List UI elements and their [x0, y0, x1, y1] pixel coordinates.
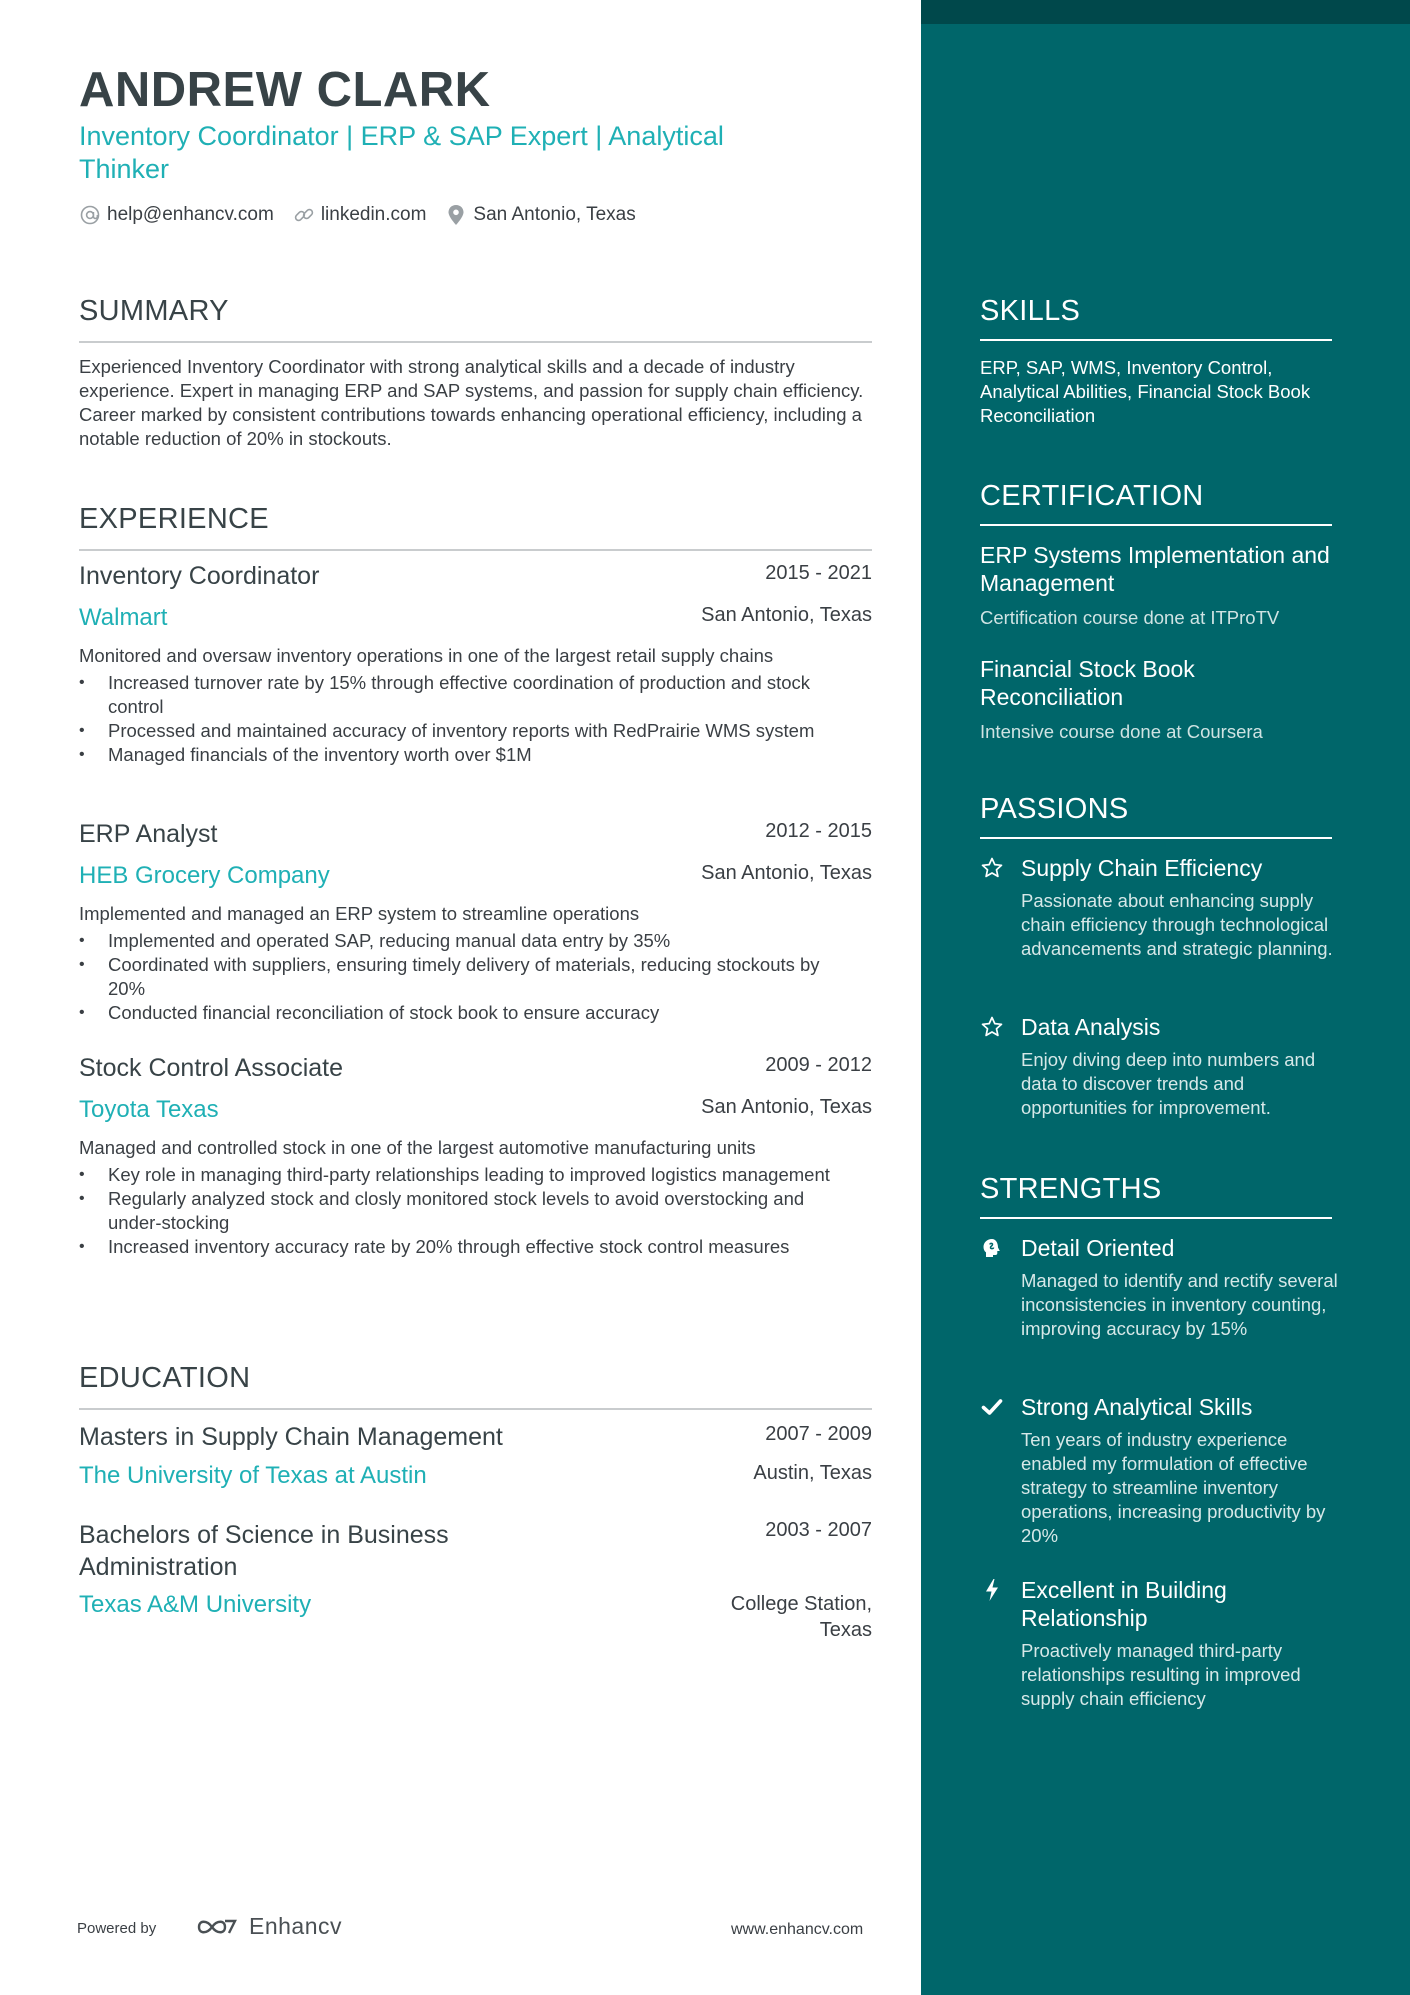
passion-item — [980, 1013, 1350, 1120]
passions-heading: PASSIONS — [980, 793, 1332, 839]
strength-title: Detail Oriented — [1021, 1235, 1175, 1261]
passion-item — [980, 854, 1350, 961]
school-location: College Station, Texas — [730, 1593, 872, 1641]
enhancv-logo[interactable] — [195, 1913, 342, 1940]
star-icon — [980, 854, 1004, 882]
achievement-item: • Coordinated with suppliers, ensuring timely delivery of materials, reducing stockouts by 20% — [108, 953, 872, 1001]
job-description: Implemented and managed an ERP system to streamline operations — [79, 903, 640, 924]
job-title: Inventory Coordinator — [79, 562, 320, 590]
strength-description: Proactively managed third-party relationships resulting in improved supply chain efficiency — [1021, 1640, 1301, 1709]
brain-icon — [980, 1234, 1004, 1262]
achievement-list — [79, 929, 872, 1025]
checkmark-icon — [980, 1393, 1004, 1421]
job-description: Managed and controlled stock in one of the largest automotive manufacturing units — [79, 1137, 756, 1158]
job-title: Stock Control Associate — [79, 1054, 344, 1082]
summary-text: Experienced Inventory Coordinator with strong analytical skills and a decade of industry experience. Expert in managing ERP and SAP systems, and passion for supply chain efficiency. Career marked by consistent contributions towards enhancing operational efficiency, including a notable reduction of 20% in stockouts. — [79, 356, 864, 449]
lightning-icon — [980, 1576, 1004, 1604]
strength-description: Managed to identify and rectify several inconsistencies in inventory counting, improving accuracy by 15% — [1021, 1270, 1338, 1339]
job-dates: 2009 - 2012 — [765, 1054, 872, 1076]
enhancv-logo-icon — [195, 1915, 241, 1939]
skills-text: ERP, SAP, WMS, Inventory Control, Analytical Abilities, Financial Stock Book Reconciliation — [980, 357, 1311, 426]
education-dates: 2007 - 2009 — [765, 1423, 872, 1445]
strength-title: Strong Analytical Skills — [1021, 1394, 1253, 1420]
footer-url[interactable]: www.enhancv.com — [731, 1921, 864, 1938]
company-name: HEB Grocery Company — [79, 862, 330, 889]
link-icon — [293, 204, 315, 226]
strength-item — [980, 1576, 1350, 1711]
summary-heading: SUMMARY — [79, 295, 872, 343]
experience-entry — [79, 1054, 872, 1259]
education-entry — [79, 1423, 872, 1490]
email-text: help@enhancv.com — [107, 204, 274, 225]
strength-item — [980, 1234, 1350, 1341]
certification-item — [980, 541, 1332, 630]
education-heading: EDUCATION — [79, 1362, 872, 1410]
contact-location — [445, 204, 635, 226]
job-dates: 2012 - 2015 — [765, 820, 872, 842]
brand-name: Enhancv — [249, 1913, 343, 1939]
at-icon — [79, 204, 101, 226]
achievement-item: • Key role in managing third-party relationships leading to improved logistics management — [108, 1163, 872, 1187]
achievement-list — [79, 1163, 872, 1259]
certification-subtitle: Certification course done at ITProTV — [980, 607, 1280, 628]
sidebar — [921, 0, 1410, 1995]
strength-title: Excellent in Building Relationship — [1021, 1577, 1227, 1631]
achievement-item: • Implemented and operated SAP, reducing manual data entry by 35% — [108, 929, 872, 953]
strengths-heading: STRENGTHS — [980, 1173, 1332, 1219]
company-name: Walmart — [79, 604, 168, 631]
job-location: San Antonio, Texas — [701, 862, 872, 884]
sidebar-top-band — [921, 0, 1410, 24]
achievement-item: • Conducted financial reconciliation of stock book to ensure accuracy — [108, 1001, 872, 1025]
achievement-item: • Increased turnover rate by 15% through effective coordination of production and stock control — [108, 671, 872, 719]
certification-title: Financial Stock Book Reconciliation — [980, 656, 1195, 710]
passion-description: Enjoy diving deep into numbers and data to discover trends and opportunities for improvement. — [1021, 1049, 1316, 1118]
degree-title: Bachelors of Science in Business Administration — [79, 1521, 449, 1581]
passion-description: Passionate about enhancing supply chain efficiency through technological advancements and strategic planning. — [1021, 890, 1333, 959]
passion-title: Data Analysis — [1021, 1014, 1161, 1040]
candidate-name: ANDREW CLARK — [79, 63, 491, 117]
degree-title: Masters in Supply Chain Management — [79, 1423, 503, 1451]
certification-subtitle: Intensive course done at Coursera — [980, 721, 1263, 742]
company-name: Toyota Texas — [79, 1096, 219, 1123]
job-dates: 2015 - 2021 — [765, 562, 872, 584]
achievement-item: • Processed and maintained accuracy of inventory reports with RedPrairie WMS system — [108, 719, 872, 743]
education-dates: 2003 - 2007 — [765, 1519, 872, 1541]
headline: Inventory Coordinator | ERP & SAP Expert | Analytical Thinker — [79, 121, 724, 184]
experience-heading: EXPERIENCE — [79, 503, 872, 551]
school-name: The University of Texas at Austin — [79, 1462, 427, 1489]
job-location: San Antonio, Texas — [701, 604, 872, 626]
strength-description: Ten years of industry experience enabled my formulation of effective strategy to streamline inventory operations, increasing productivity by 20% — [1021, 1429, 1326, 1546]
job-title: ERP Analyst — [79, 820, 218, 848]
star-icon — [980, 1013, 1004, 1041]
location-text: San Antonio, Texas — [473, 204, 636, 225]
certification-item — [980, 655, 1332, 744]
strength-item — [980, 1393, 1350, 1548]
contact-email[interactable] — [79, 204, 274, 226]
school-name: Texas A&M University — [79, 1591, 312, 1618]
job-description: Monitored and oversaw inventory operations in one of the largest retail supply chains — [79, 645, 774, 666]
experience-entry — [79, 820, 872, 1025]
achievement-item: • Increased inventory accuracy rate by 20% through effective stock control measures — [108, 1235, 872, 1259]
school-location: Austin, Texas — [753, 1462, 872, 1484]
education-entry — [79, 1519, 872, 1643]
experience-entry — [79, 562, 872, 767]
contact-link[interactable] — [293, 204, 427, 226]
achievement-item: • Managed financials of the inventory worth over $1M — [108, 743, 872, 767]
certification-heading: CERTIFICATION — [980, 480, 1332, 526]
powered-by-label: Powered by — [77, 1920, 157, 1937]
contact-bar — [79, 204, 655, 226]
passion-title: Supply Chain Efficiency — [1021, 855, 1263, 881]
job-location: San Antonio, Texas — [701, 1096, 872, 1118]
achievement-list — [79, 671, 872, 767]
location-pin-icon — [445, 204, 467, 226]
certification-title: ERP Systems Implementation and Management — [980, 542, 1330, 596]
achievement-item: • Regularly analyzed stock and closly monitored stock levels to avoid overstocking and under-stocking — [108, 1187, 872, 1235]
skills-heading: SKILLS — [980, 295, 1332, 341]
link-text: linkedin.com — [320, 204, 427, 225]
